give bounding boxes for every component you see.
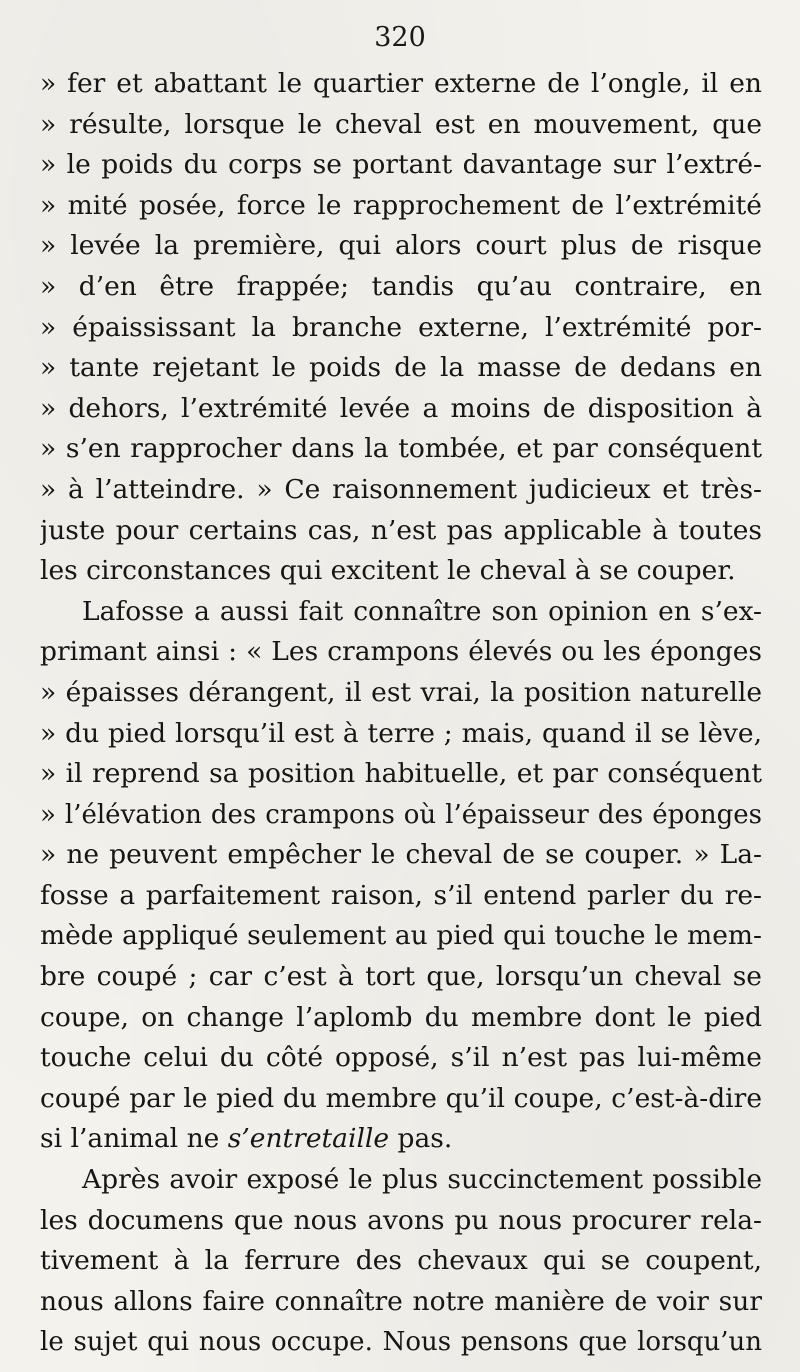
text-line: [40, 267, 762, 308]
text-line-content: » épaississant la branche externe, l’extrémité por-: [40, 311, 762, 343]
text-line-content: » épaisses dérangent, il est vrai, la position naturelle: [40, 676, 762, 708]
text-line: [40, 1322, 762, 1363]
text-line-content: » résulte, lorsque le cheval est en mouvement, que: [40, 108, 762, 140]
text-line: [40, 145, 762, 186]
text-line: [40, 876, 762, 917]
text-line: [40, 1079, 762, 1120]
text-line: [40, 1119, 762, 1160]
text-line: [40, 1241, 762, 1282]
text-line: [40, 511, 762, 552]
text-line-content: » le poids du corps se portant davantage sur l’extré-: [40, 149, 762, 181]
text-line-content: nous allons faire connaître notre manière de voir sur: [40, 1285, 762, 1317]
text-line-content: » à l’atteindre. » Ce raisonnement judicieux et très-: [40, 473, 762, 505]
text-line-content: coupé par le pied du membre qu’il coupe, c’est-à-dire: [40, 1082, 762, 1114]
text-line-content: Lafosse a aussi fait connaître son opinion en s’ex-: [82, 595, 762, 627]
text-line: [40, 714, 762, 755]
text-line-content: » levée la première, qui alors court plus de risque: [40, 230, 762, 262]
text-line-content: fosse a parfaitement raison, s’il entend parler du re-: [40, 879, 762, 911]
text-line-content: le sujet qui nous occupe. Nous pensons que lorsqu’un: [40, 1327, 762, 1358]
text-line-content: si l’animal ne: [40, 1123, 228, 1155]
text-line-content: primant ainsi : « Les crampons élevés ou les éponges: [40, 636, 762, 668]
text-line: [40, 632, 762, 673]
text-line: [40, 998, 762, 1039]
text-line: [40, 1282, 762, 1323]
text-line: [40, 1160, 762, 1201]
text-line-content: les documens que nous avons pu nous procurer rela-: [40, 1204, 762, 1236]
text-line-content: bre coupé ; car c’est à tort que, lorsqu’un cheval se: [40, 961, 762, 993]
text-line: [40, 673, 762, 714]
text-line: [40, 795, 762, 836]
text-line-content: » fer et abattant le quartier externe de l’ongle, il en: [40, 68, 762, 99]
text-line: [40, 308, 762, 349]
text-line-content: les circonstances qui excitent le cheval à se couper.: [40, 555, 736, 587]
text-line-content: touche celui du côté opposé, s’il n’est pas lui-même: [40, 1042, 762, 1074]
text-line-content: » dehors, l’extrémité levée a moins de disposition à: [40, 392, 762, 424]
text-line: [40, 429, 762, 470]
text-line: [40, 470, 762, 511]
text-line-content: » s’en rapprocher dans la tombée, et par conséquent: [40, 433, 762, 465]
text-line: [40, 226, 762, 267]
text-line: [40, 64, 762, 105]
text-line-content: » mité posée, force le rapprochement de l’extrémité: [40, 189, 762, 221]
text-line: [40, 1038, 762, 1079]
text-line-content: » d’en être frappée; tandis qu’au contraire, en: [40, 270, 762, 302]
italic-term: s’entretaille: [227, 1123, 390, 1155]
text-line-content: Après avoir exposé le plus succinctement possible: [82, 1164, 762, 1196]
text-line: [40, 551, 762, 592]
text-line-content: » il reprend sa position habituelle, et par conséquent: [40, 758, 762, 790]
text-line: [40, 186, 762, 227]
text-line: [40, 592, 762, 633]
text-line-content: juste pour certains cas, n’est pas applicable à toutes: [40, 514, 762, 546]
text-line-content: » tante rejetant le poids de la masse de dedans en: [40, 352, 762, 384]
page-number: 320: [374, 22, 426, 53]
text-line-content: » ne peuvent empêcher le cheval de se couper. » La-: [40, 839, 762, 871]
text-line-content: » du pied lorsqu’il est à terre ; mais, quand il se lève,: [40, 717, 762, 749]
text-line: [40, 389, 762, 430]
text-line: [40, 957, 762, 998]
body-text: [40, 64, 762, 1363]
text-line-content: tivement à la ferrure des chevaux qui se coupent,: [40, 1245, 762, 1277]
text-line: [40, 916, 762, 957]
text-line-content: coupe, on change l’aplomb du membre dont le pied: [40, 1001, 762, 1033]
text-line-tail: pas.: [389, 1123, 453, 1155]
text-line: [40, 1201, 762, 1242]
text-line-content: mède appliqué seulement au pied qui touche le mem-: [40, 920, 762, 952]
text-line: [40, 105, 762, 146]
text-line: [40, 835, 762, 876]
text-line-content: » l’élévation des crampons où l’épaisseur des éponges: [40, 799, 762, 830]
text-line: [40, 754, 762, 795]
text-line: [40, 348, 762, 389]
